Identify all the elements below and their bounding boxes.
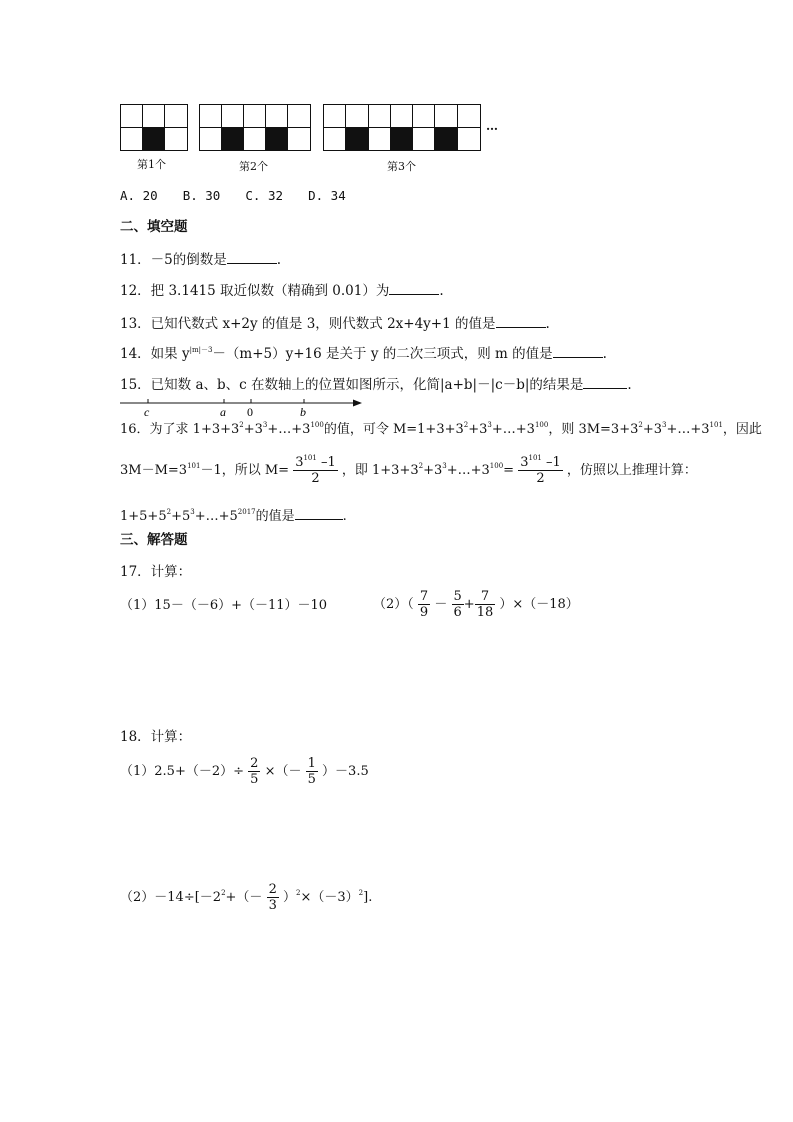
q13-blank: [496, 313, 546, 328]
q14-end: .: [602, 346, 607, 362]
question-16-line-2: $3M-M=3^{101}-1$，所以 M= $\frac{3^{101} -1}{2}$ ，即 $1+3+3^2+3^3+\dots+3^{100}=$ $\frac{3^{101} -1}{2}$ ，仿照以上推理计算：: [120, 454, 697, 486]
q13-end: .: [545, 316, 550, 332]
q16-fraction-1: $\frac{3^{101} -1}{2}$: [295, 454, 336, 486]
pattern-2: [199, 104, 311, 151]
question-17-part-1: （1）15－（－6）+（－11）－10: [120, 598, 328, 613]
q12-end: .: [439, 283, 444, 299]
number-line-label-b: b: [300, 405, 306, 419]
number-line-label-c: c: [144, 405, 150, 419]
section-3-title: 三、解答题: [120, 532, 188, 548]
question-16-line-3: $1+5+5^2+5^3+\dots+5^{2017}$的值是 .: [120, 505, 347, 526]
q13-text: 13．已知代数式 x+2y 的值是 3，则代数式 2x+4y+1 的值是: [120, 316, 496, 332]
q14-exponent: |m|－3: [189, 346, 213, 354]
pattern-caption-3: 第3个: [387, 160, 416, 173]
question-13: [120, 313, 550, 333]
question-18-title: 18．计算：: [120, 729, 192, 745]
q15-blank: [583, 374, 627, 389]
pattern-caption-1: 第1个: [137, 158, 166, 171]
q14-blank: [553, 343, 603, 358]
q14-text-2: －（m+5）y+16 是关于 y 的二次三项式，则 m 的值是: [212, 346, 553, 362]
pattern-3: [323, 104, 481, 151]
q12-blank: [389, 280, 439, 295]
question-16-line-1: 16．为了求 $1+3+3^2+3^3+\dots+3^{100}$的值，可令 $M=1+3+3^2+3^3+\dots+3^{100}$，则 $3M=3+3^2+3^3+\dots+3^{101}$，因此: [120, 421, 762, 437]
question-17-title: 17．计算：: [120, 564, 192, 580]
option-c: C. 32: [245, 188, 284, 203]
option-a: A. 20: [120, 188, 158, 203]
q15-end: .: [627, 377, 632, 393]
question-17-part-2: （2）（ $\frac{7}{9}$ － $\frac{5}{6}$ + $\frac{7}{18}$ ）×（－18）: [373, 589, 579, 620]
option-b: B. 30: [182, 188, 221, 203]
pattern-1: [120, 104, 188, 151]
number-line: [118, 394, 368, 420]
q11-end: .: [276, 252, 282, 268]
question-14: [120, 343, 607, 363]
option-d: D. 34: [308, 188, 346, 203]
q16-fraction-2: $\frac{3^{101} -1}{2}$: [520, 454, 561, 486]
q15-text: 15．已知数 a、b、c 在数轴上的位置如图所示，化简|a+b|－|c－b|的结果是: [120, 377, 584, 393]
q12-text: 12．把 3.1415 取近似数（精确到 0.01）为: [120, 283, 390, 299]
section-2-title: 二、填空题: [120, 219, 188, 235]
q16-blank: [295, 505, 343, 520]
q14-text-1: 14．如果 y: [120, 346, 190, 362]
answer-options: [120, 187, 346, 205]
question-12: [120, 280, 444, 300]
question-18-part-2: $(2)-14\div[-2^2+(-$ $\frac{2}{3}$ ）$^2\times(-3)^2$].: [120, 882, 373, 913]
question-11: [120, 249, 281, 269]
pattern-caption-2: 第2个: [239, 160, 268, 173]
number-line-label-a: a: [220, 405, 226, 419]
number-line-label-0: 0: [247, 405, 253, 419]
question-15: [120, 374, 632, 394]
q11-blank: [227, 249, 277, 264]
pattern-ellipsis: …: [486, 119, 498, 133]
q11-text: 11．－5的倒数是: [120, 252, 227, 268]
question-18-part-1: （1）2.5+（－2）÷ $\frac{2}{5}$ ×（－ $\frac{1}{5}$ ）－3.5: [120, 756, 369, 787]
